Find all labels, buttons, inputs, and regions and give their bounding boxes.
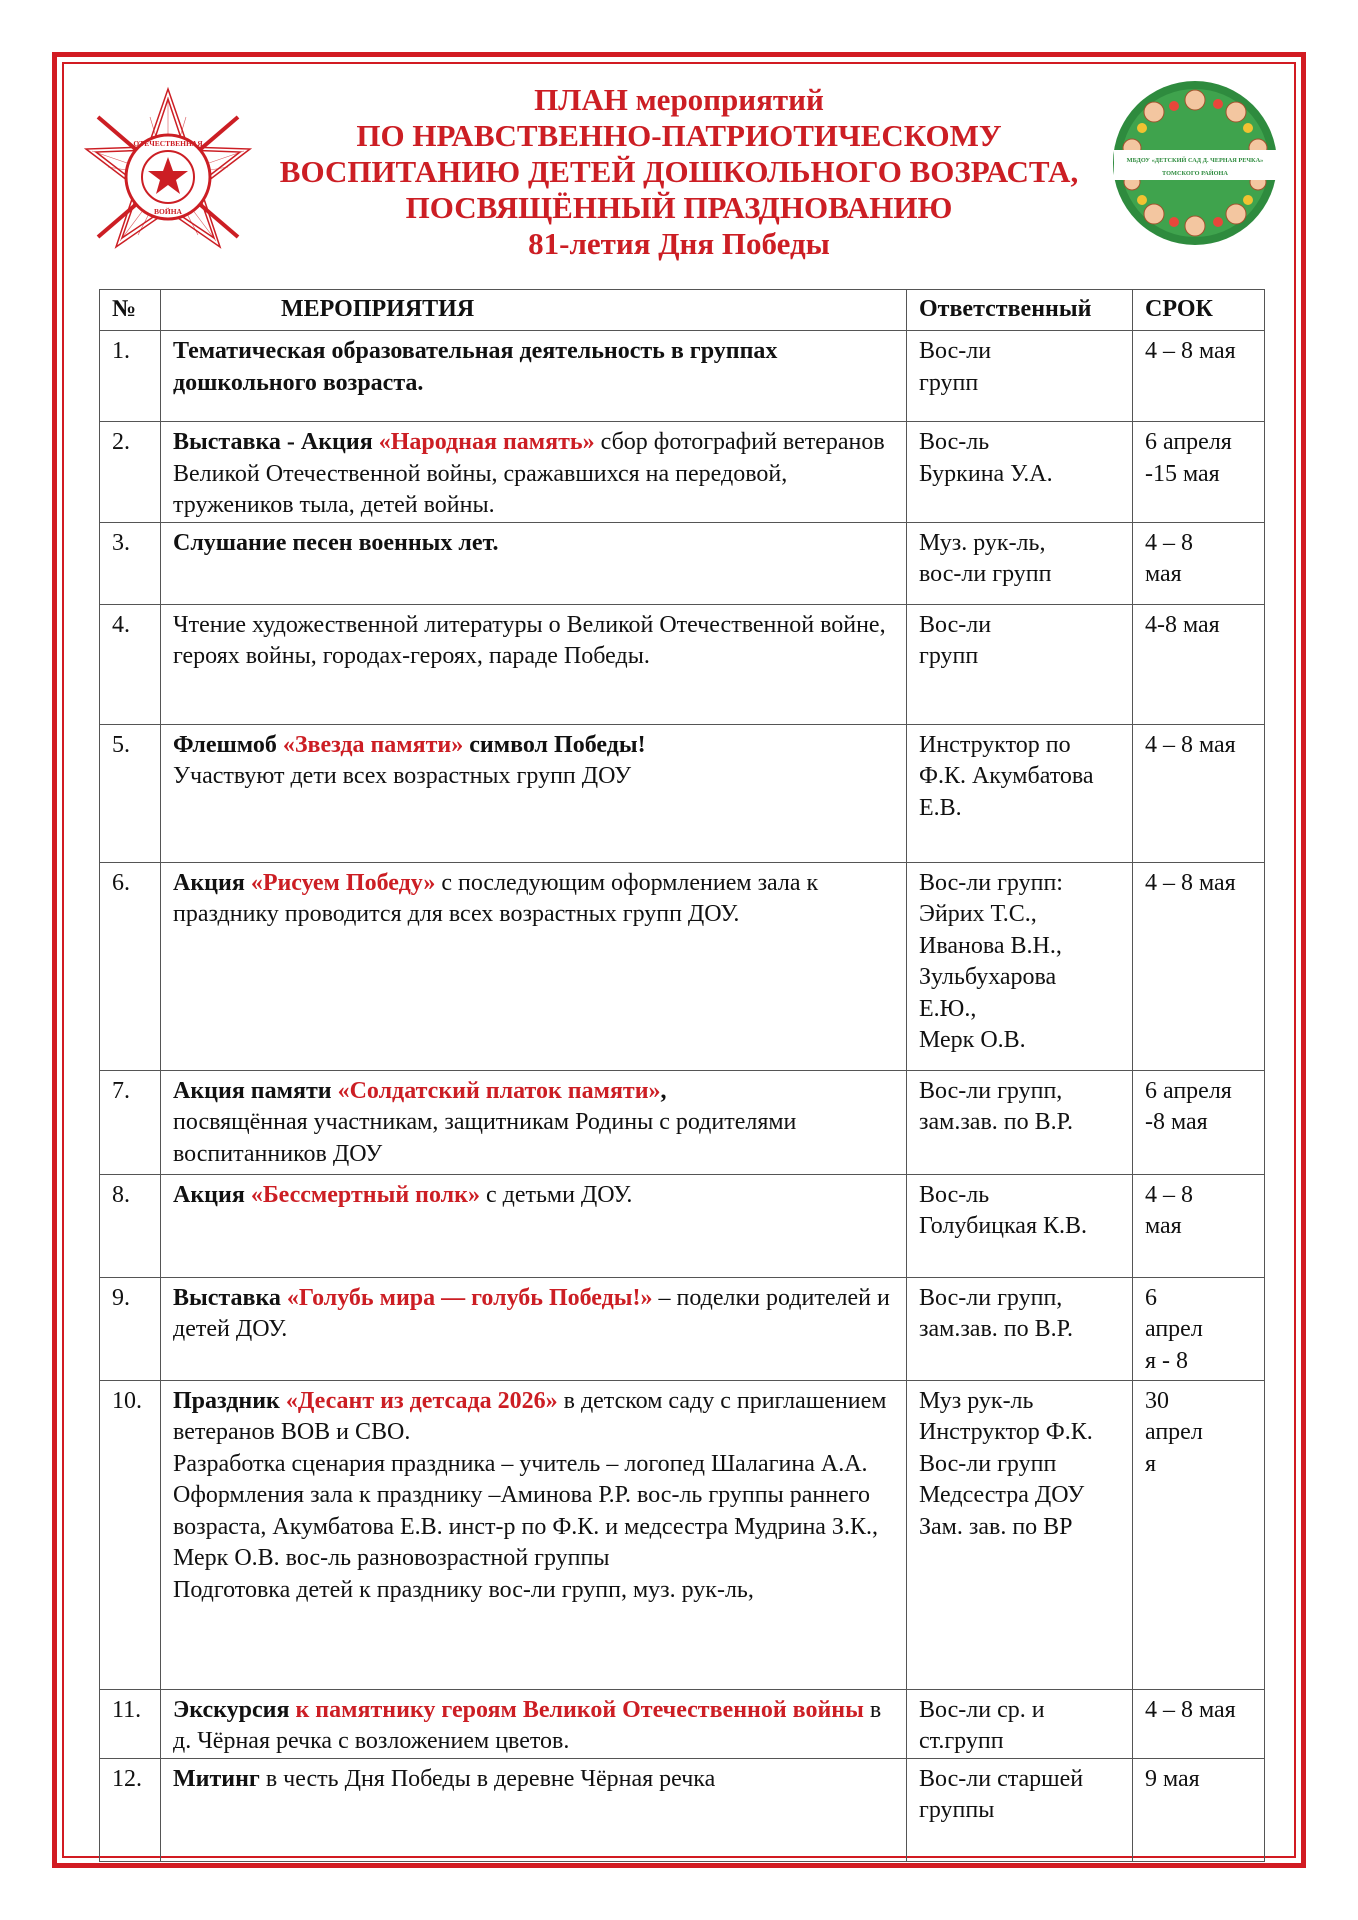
row-number: 10. bbox=[100, 1380, 161, 1689]
event-description bbox=[161, 1758, 907, 1861]
order-of-patriotic-war-icon bbox=[78, 82, 258, 272]
events-plan-table bbox=[99, 289, 1265, 1862]
event-description bbox=[161, 1174, 907, 1277]
deadline: 4 – 8 мая bbox=[1133, 522, 1265, 604]
table-header-row bbox=[100, 290, 1265, 331]
deadline: 30 апрел я bbox=[1133, 1380, 1265, 1689]
event-text: Акция bbox=[173, 869, 251, 896]
deadline: 4 – 8 мая bbox=[1133, 1174, 1265, 1277]
event-text: Чтение художественной литературы о Великой Отечественной войне, героях войны, городах-героях, параде Победы. bbox=[173, 611, 886, 669]
event-text: Тематическая образовательная деятельность в группах дошкольного возраста. bbox=[173, 338, 778, 396]
logo-text-line1: МБДОУ «ДЕТСКИЙ САД Д. ЧЕРНАЯ РЕЧКА» bbox=[1126, 157, 1264, 164]
event-text: Акция bbox=[173, 1181, 251, 1208]
event-text: Праздник bbox=[173, 1387, 286, 1414]
emblem-text-top: ОТЕЧЕСТВЕННАЯ bbox=[133, 139, 203, 148]
deadline: 4-8 мая bbox=[1133, 604, 1265, 724]
responsible-person: Вос-ль Голубицкая К.В. bbox=[907, 1174, 1133, 1277]
responsible-person: Вос-ли групп, зам.зав. по В.Р. bbox=[907, 1070, 1133, 1174]
row-number: 8. bbox=[100, 1174, 161, 1277]
event-description bbox=[161, 724, 907, 862]
title-line-2: ПО НРАВСТВЕННО-ПАТРИОТИЧЕСКОМУ bbox=[356, 118, 1002, 153]
event-description bbox=[161, 1277, 907, 1380]
table-row bbox=[100, 604, 1265, 724]
event-text: , bbox=[660, 1077, 667, 1104]
row-number: 6. bbox=[100, 862, 161, 1070]
event-text: с детьми ДОУ. bbox=[479, 1181, 633, 1208]
logo-text-line2: ТОМСКОГО РАЙОНА bbox=[1162, 170, 1228, 177]
deadline: 9 мая bbox=[1133, 1758, 1265, 1861]
row-number: 3. bbox=[100, 522, 161, 604]
event-text: Слушание песен военных лет. bbox=[173, 529, 499, 556]
row-number: 7. bbox=[100, 1070, 161, 1174]
title-line-3: ВОСПИТАНИЮ ДЕТЕЙ ДОШКОЛЬНОГО ВОЗРАСТА, bbox=[279, 154, 1079, 189]
event-text: символ Победы! bbox=[463, 731, 646, 758]
emblem-text-bottom: ВОЙНА bbox=[154, 207, 182, 216]
event-text: в честь Дня Победы в деревне Чёрная речка bbox=[259, 1765, 716, 1792]
event-text: Митинг bbox=[173, 1765, 260, 1792]
responsible-person: Вос-ли старшей группы bbox=[907, 1758, 1133, 1861]
table-row bbox=[100, 1758, 1265, 1861]
responsible-person: Инструктор по Ф.К. Акумбатова Е.В. bbox=[907, 724, 1133, 862]
document-title bbox=[250, 82, 1108, 262]
event-text: Разработка сценария праздника – учитель – логопед Шалагина А.А. bbox=[173, 1450, 868, 1477]
event-text: в детском саду с приглашением ветеранов ВОВ и СВО. bbox=[173, 1387, 887, 1445]
responsible-person: Вос-ли ср. и ст.групп bbox=[907, 1689, 1133, 1758]
event-description bbox=[161, 1689, 907, 1758]
header-responsible: Ответственный bbox=[907, 290, 1133, 331]
event-description bbox=[161, 1070, 907, 1174]
row-number: 9. bbox=[100, 1277, 161, 1380]
table-row bbox=[100, 1174, 1265, 1277]
responsible-person: Вос-ли групп: Эйрих Т.С., Иванова В.Н., Зульбухарова Е.Ю., Мерк О.В. bbox=[907, 862, 1133, 1070]
event-text: Флешмоб bbox=[173, 731, 283, 758]
event-highlight-title: к памятнику героям Великой Отечественной войны bbox=[295, 1696, 864, 1723]
event-text: – поделки родителей и детей ДОУ. bbox=[173, 1284, 890, 1342]
responsible-person: Вос-ли групп bbox=[907, 604, 1133, 724]
table-row bbox=[100, 1689, 1265, 1758]
event-highlight-title: «Рисуем Победу» bbox=[250, 869, 436, 896]
row-number: 12. bbox=[100, 1758, 161, 1861]
event-text: Акция памяти bbox=[173, 1077, 338, 1104]
event-description bbox=[161, 422, 907, 523]
event-highlight-title: «Голубь мира — голубь Победы!» bbox=[286, 1284, 653, 1311]
deadline: 4 – 8 мая bbox=[1133, 862, 1265, 1070]
row-number: 5. bbox=[100, 724, 161, 862]
event-highlight-title: «Народная память» bbox=[378, 429, 595, 455]
row-number: 4. bbox=[100, 604, 161, 724]
event-description bbox=[161, 522, 907, 604]
event-description bbox=[161, 1380, 907, 1689]
table-row bbox=[100, 862, 1265, 1070]
event-highlight-title: «Бессмертный полк» bbox=[250, 1181, 480, 1208]
deadline: 6 апреля -15 мая bbox=[1133, 422, 1265, 523]
event-text: Выставка - Акция bbox=[173, 429, 379, 455]
event-highlight-title: «Десант из детсада 2026» bbox=[285, 1387, 558, 1414]
responsible-person: Муз рук-ль Инструктор Ф.К. Вос-ли групп Медсестра ДОУ Зам. зав. по ВР bbox=[907, 1380, 1133, 1689]
deadline: 4 – 8 мая bbox=[1133, 724, 1265, 862]
title-line-5: 81-летия Дня Победы bbox=[528, 226, 830, 261]
table-row bbox=[100, 1070, 1265, 1174]
event-text: Экскурсия bbox=[173, 1696, 296, 1723]
event-text: с последующим оформлением зала к празднику проводится для всех возрастных групп ДОУ. bbox=[173, 869, 819, 927]
table-row bbox=[100, 522, 1265, 604]
responsible-person: Вос-ли групп, зам.зав. по В.Р. bbox=[907, 1277, 1133, 1380]
event-text: Участвуют дети всех возрастных групп ДОУ bbox=[173, 763, 632, 789]
table-row bbox=[100, 331, 1265, 422]
table-row bbox=[100, 1380, 1265, 1689]
header-deadline: СРОК bbox=[1133, 290, 1265, 331]
table-row bbox=[100, 1277, 1265, 1380]
row-number: 11. bbox=[100, 1689, 161, 1758]
title-line-1: ПЛАН мероприятий bbox=[534, 82, 824, 117]
responsible-person: Вос-ль Буркина У.А. bbox=[907, 422, 1133, 523]
deadline: 6 апреля -8 мая bbox=[1133, 1070, 1265, 1174]
row-number: 1. bbox=[100, 331, 161, 422]
kindergarten-logo bbox=[1108, 78, 1283, 248]
deadline: 4 – 8 мая bbox=[1133, 331, 1265, 422]
event-text: Выставка bbox=[173, 1284, 287, 1311]
title-line-4: ПОСВЯЩЁННЫЙ ПРАЗДНОВАНИЮ bbox=[405, 190, 953, 225]
table-row bbox=[100, 724, 1265, 862]
event-text: сбор фотографий ветеранов Великой Отечественной войны, сражавшихся на передовой, тружеников тыла, детей войны. bbox=[173, 429, 885, 518]
event-highlight-title: «Солдатский платок памяти» bbox=[337, 1077, 661, 1104]
event-text: Подготовка детей к празднику вос-ли групп, муз. рук-ль, bbox=[173, 1576, 754, 1603]
responsible-person: Муз. рук-ль, вос-ли групп bbox=[907, 522, 1133, 604]
event-description bbox=[161, 604, 907, 724]
deadline: 6 апрел я - 8 bbox=[1133, 1277, 1265, 1380]
event-text: в д. Чёрная речка с возложением цветов. bbox=[173, 1696, 882, 1754]
table-row bbox=[100, 422, 1265, 523]
responsible-person: Вос-ли групп bbox=[907, 331, 1133, 422]
deadline: 4 – 8 мая bbox=[1133, 1689, 1265, 1758]
event-text: Оформления зала к празднику –Аминова Р.Р. вос-ль группы раннего возраста, Акумбатова Е.В. инст-р по Ф.К. и медсестра Мудрина З.К., Мерк О.В. вос-ль разновозрастной группы bbox=[173, 1482, 878, 1571]
event-text: посвящённая участникам, защитникам Родины с родителями воспитанников ДОУ bbox=[173, 1109, 797, 1167]
header-num: № bbox=[100, 290, 161, 331]
header-event: МЕРОПРИЯТИЯ bbox=[161, 290, 907, 331]
event-description bbox=[161, 862, 907, 1070]
event-highlight-title: «Звезда памяти» bbox=[282, 731, 464, 758]
event-description bbox=[161, 331, 907, 422]
row-number: 2. bbox=[100, 422, 161, 523]
